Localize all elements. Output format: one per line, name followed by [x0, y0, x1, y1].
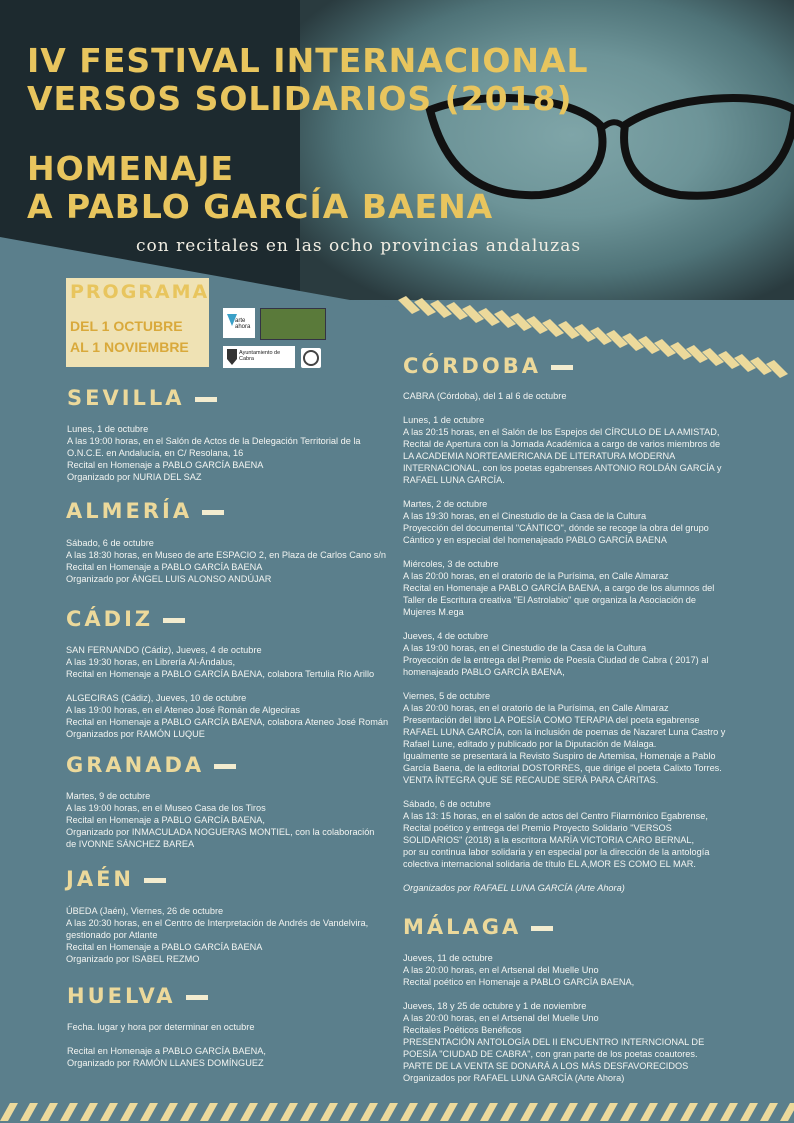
- block-cadiz-1: SAN FERNANDO (Cádiz), Jueves, 4 de octubre A las 19:30 horas, en Librería Al-Ándalus, Recital en Homenaje a PABLO GARCÍA BAENA, colabora Tertulia Río Arillo: [66, 645, 375, 679]
- heading-cadiz: CÁDIZ: [66, 607, 185, 631]
- subtitle: con recitales en las ocho provincias andaluzas: [136, 236, 582, 256]
- block-cadiz-2: ALGECIRAS (Cádiz), Jueves, 10 de octubre A las 19:00 horas, en el Ateneo José Román de Algeciras Recital en Homenaje a PABLO GARCÍA BAENA, colabora Ateneo José Román Organizados por RAMÓN LUQUE: [66, 693, 389, 739]
- block-sevilla: Lunes, 1 de octubre A las 19:00 horas, en el Salón de Actos de la Delegación Territorial de la O.N.C.E. en Andalucía, en C/ Resolana, 16 Recital en Homenaje a PABLO GARCÍA BAENA Organizado por NURIA DEL SAZ: [67, 424, 361, 482]
- seal-logo: [301, 348, 321, 368]
- block-cordoba: CABRA (Córdoba), del 1 al 6 de octubre Lunes, 1 de octubre A las 20:15 horas, en el Salón de los Espejos del CÍRCULO DE LA AMISTAD, Recital de Apertura con la Jornada Académica a cargo de varios miembros de LA ACADEMIA NORTEAMERICANA DE LITERATURA MODERNA INTERNACIONAL, con los poetas egabrenses ANTONIO ROLDÁN GARCÍA y RAFAEL LUNA GARCÍA. Martes, 2 de octubre A las 19:30 horas, en el Cinestudio de la Casa de la Cultura Proyección del documental "CÁNTICO", dónde se recoge la obra del grupo Cántico y en especial del homenajeado PABLO GARCÍA BAENA Miércoles, 3 de octubre A las 20:00 horas, en el oratorio de la Purísima, en Calle Almaraz Recital en Homenaje a PABLO GARCÍA BAENA, a cargo de los alumnos del Taller de Escritura creativa "El Astrolabio" que organiza la Asociación de Mujeres M.ega Jueves, 4 de octubre A las 19:00 horas, en el Cinestudio de la Casa de la Cultura Proyección de la entrega del Premio de Poesía Ciudad de Cabra ( 2017) al homenajeado PABLO GARCÍA BAENA, Viernes, 5 de octubre A las 20:00 horas, en el oratorio de la Purísima, en Calle Almaraz Presentación del libro LA POESÍA COMO TERAPIA del poeta egabrense RAFAEL LUNA GARCÍA, con la inclusión de poemas de Nazaret Luna Castro y Rafael Lune, editado y publicado por la Diputación de Málaga. Igualmente se presentará la Revisto Suspiro de Artemisa, Homenaje a Pablo García Baena, de la editorial DOSTORRES, que dirige el poeta Calixto Torres. VENTA ÍNTEGRA QUE SE RECAUDE SERÁ PARA CÁRITAS. Sábado, 6 de octubre A las 13: 15 horas, en el salón de actos del Centro Filarmónico Egabrense, Recital poético y entrega del Premio Proyecto Solidario "VERSOS SOLIDARIOS" (2018) a la escritora MARÍA VICTORIA CARO BERNAL, por su continua labor solidaria y en especial por la dirección de la antología colectiva internacional solidaria de título EL A,MOR ES COMO EL MAR. Organizados por RAFAEL LUNA GARCÍA (Arte Ahora): [403, 391, 726, 893]
- programa-dates: DEL 1 OCTUBRE AL 1 NOVIEMBRE: [70, 318, 189, 355]
- heading-malaga: MÁLAGA: [403, 915, 553, 939]
- programa-box: [66, 278, 209, 367]
- block-granada: Martes, 9 de octubre A las 19:00 horas, en el Museo Casa de los Tiros Recital en Homenaje a PABLO GARCÍA BAENA, Organizado por INMACULADA NOGUERAS MONTIEL, con la colaboración de IVONNE SÁNCHEZ BAREA: [66, 791, 375, 849]
- chevron-decoration-bottom: [0, 1099, 794, 1123]
- block-malaga: Jueves, 11 de octubre A las 20:00 horas, en el Artsenal del Muelle Uno Recital poético en Homenaje a PABLO GARCÍA BAENA, Jueves, 18 y 25 de octubre y 1 de noviembre A las 20:00 horas, en el Artsenal del Muelle Uno Recitales Poéticos Benéficos PRESENTACIÓN ANTOLOGÍA DEL II ENCUENTRO INTERNCIONAL DE POESÍA "CIUDAD DE CABRA", con gran parte de los poetas coautores. PARTE DE LA VENTA SE DONARÁ A LOS MÁS DESFAVORECIDOS Organizados por RAFAEL LUNA GARCÍA (Arte Ahora): [403, 953, 705, 1083]
- heading-granada: GRANADA: [66, 753, 236, 777]
- block-jaen: ÚBEDA (Jaén), Viernes, 26 de octubre A las 20:30 horas, en el Centro de Interpretación de Andrés de Vandelvira, gestionado por Atlante Recital en Homenaje a PABLO GARCÍA BAENA Organizado por ISABEL REZMO: [66, 906, 369, 964]
- festival-title: IV FESTIVAL INTERNACIONAL VERSOS SOLIDARIOS (2018): [27, 41, 589, 118]
- programa-heading: PROGRAMA: [70, 281, 210, 303]
- heading-sevilla: SEVILLA: [67, 386, 217, 410]
- heading-huelva: HUELVA: [67, 984, 208, 1008]
- block-almeria: Sábado, 6 de octubre A las 18:30 horas, en Museo de arte ESPACIO 2, en Plaza de Carlos Cano s/n Recital en Homenaje a PABLO GARCÍA BAENA Organizado por ÁNGEL LUIS ALONSO ANDÚJAR: [66, 538, 387, 584]
- tribute-title: HOMENAJE A PABLO GARCÍA BAENA: [27, 149, 494, 226]
- arte-ahora-logo: arte ahora: [223, 308, 255, 338]
- heading-jaen: JAÉN: [66, 867, 166, 891]
- ayuntamiento-logo: Ayuntamiento de Cabra: [223, 346, 295, 368]
- sponsor-logo-green: [260, 308, 326, 340]
- heading-cordoba: CÓRDOBA: [403, 354, 573, 378]
- block-huelva: Fecha. lugar y hora por determinar en octubre Recital en Homenaje a PABLO GARCÍA BAENA, Organizado por RAMÓN LLANES DOMÍNGUEZ: [67, 1022, 266, 1068]
- heading-almeria: ALMERÍA: [66, 499, 224, 523]
